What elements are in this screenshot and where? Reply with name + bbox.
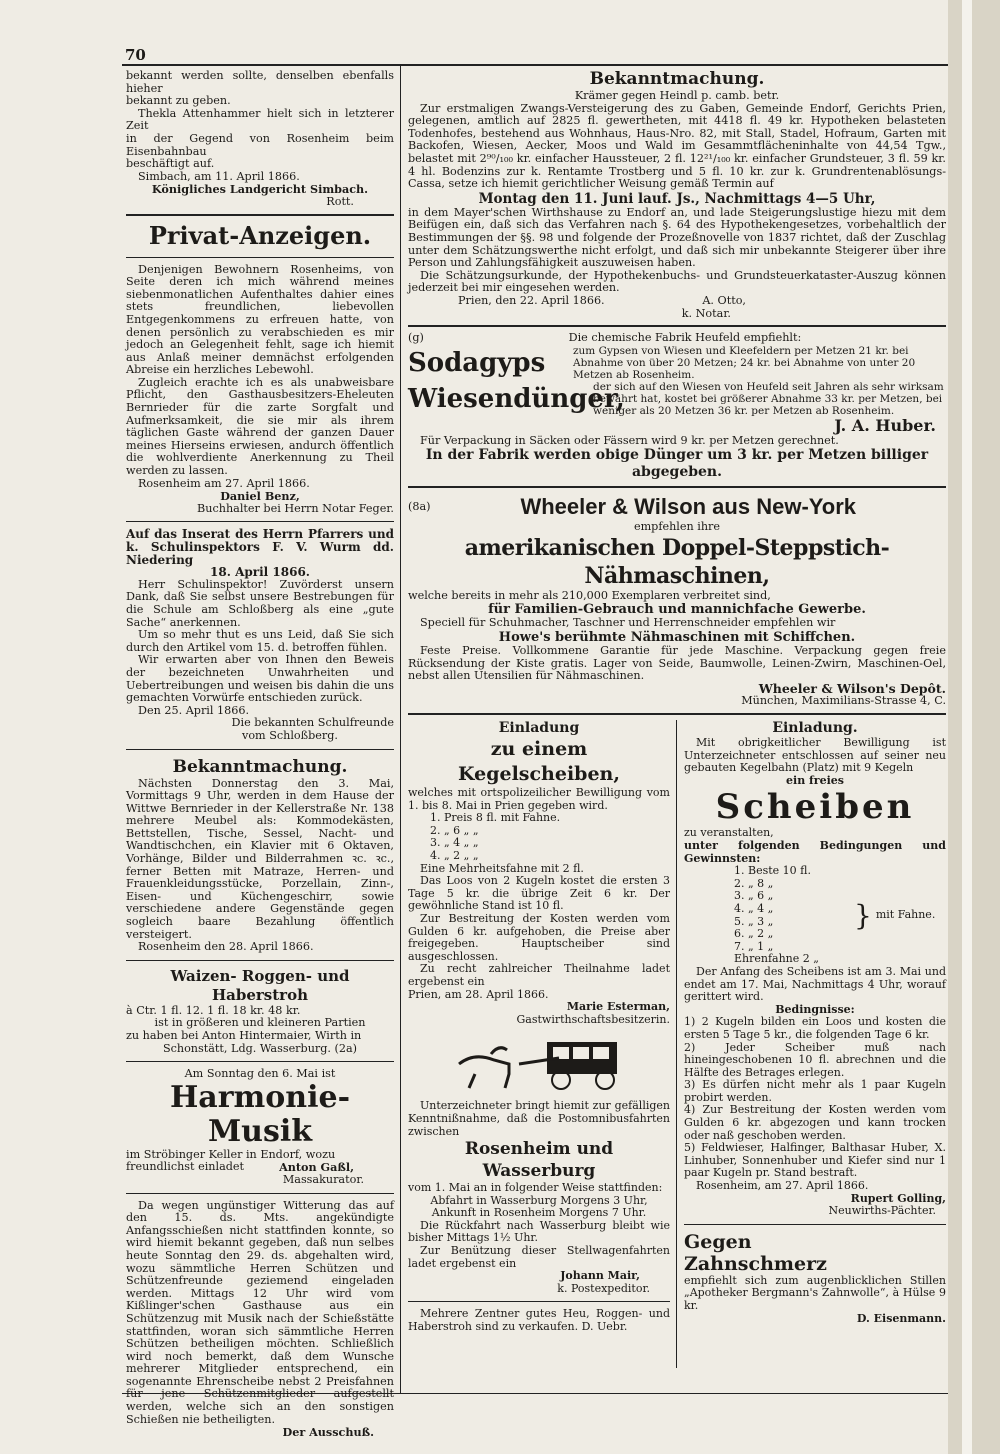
- condition-item: 1) 2 Kugeln bilden ein Loos und kosten die ersten 5 Tage 5 kr., die folgenden Tage 6 kr.: [684, 1015, 946, 1041]
- notice-date: Rosenheim am 27. April 1866.: [138, 476, 310, 490]
- notice-text: Herr Schulinspektor! Zuvörderst unsern Dank, daß Sie selbst unsere Bestrebungen für die Schule am Schloßberg als eine „gute Sache“ anerkennen.: [126, 577, 394, 629]
- ad-heading: Die chemische Fabrik Heufeld empfiehlt:: [568, 331, 802, 345]
- prize-line: 3. „ 6 „: [734, 889, 774, 903]
- condition-item: 5) Feldwieser, Halfinger, Balthasar Huber, X. Linhuber, Sonnenhuber und Kiefer sind nur 1 paar Kugeln pr. Stand bestraft.: [684, 1141, 946, 1180]
- text-line: beschäftigt auf.: [126, 157, 215, 171]
- notice-date: Den 25. April 1866.: [138, 703, 250, 717]
- section-title: Bekanntmachung.: [589, 69, 765, 89]
- prize-line: 3. „ 4 „ „: [430, 836, 479, 850]
- signature: Daniel Benz,: [220, 489, 300, 504]
- ad-text: Mehrere Zentner gutes Heu, Roggen- und Haberstroh sind zu verkaufen. D. Uebr.: [408, 1307, 670, 1334]
- ad-big-title: zu einem Kegelscheiben,: [458, 738, 620, 786]
- page-number: 70: [125, 46, 146, 64]
- ad-text: Schonstätt, Ldg. Wasserburg. (2a): [162, 1041, 358, 1055]
- product-name: Sodagyps: [408, 347, 546, 378]
- prize-line: 6. „ 2 „: [734, 927, 774, 941]
- signature: Rupert Golling,: [850, 1191, 946, 1205]
- court-name: Königliches Landgericht Simbach.: [151, 182, 369, 197]
- signature-role: Neuwirths-Pächter.: [828, 1204, 936, 1218]
- signature-role: k. Notar.: [681, 306, 731, 320]
- notice-text: Denjenigen Bewohnern Rosenheims, von Seite deren ich mich während meines siebenmonatlichen Aufenthaltes dahier eines stets freundlichen, liebevollen Entgegenkommens zu erfreuen hatte, von denen persönlich zu verabschieden es mir jedoch an Gelegenheit fehlt, sage ich hiemit aus Anlaß meiner demnächst erfolgenden Abreise ein herzliches Lebewohl.: [126, 262, 394, 377]
- signature: Die bekannten Schulfreunde: [231, 716, 394, 730]
- ad-tag: (8a): [408, 499, 431, 513]
- ad-title: Gegen Zahnschmerz: [684, 1230, 827, 1275]
- ad-text: Unterzeichneter bringt hiemit zur gefälligen Kenntnißnahme, daß die Postomnibusfahrten zwischen: [408, 1099, 670, 1138]
- ad-text: für Familien-Gebrauch und mannichfache Gewerbe.: [488, 602, 866, 618]
- condition-item: 2) Jeder Scheiber muß nach hineingeschobenen 10 fl. abrechnen und die Hälfte des Betrages erlegen.: [684, 1040, 946, 1079]
- signature: vom Schloßberg.: [242, 728, 338, 742]
- signature-role: k. Postexpeditor.: [557, 1281, 650, 1295]
- ad-text: zu haben bei Anton Hintermaier, Wirth in: [126, 1029, 362, 1042]
- ad-text: im Ströbinger Keller in Endorf, wozu: [126, 1147, 336, 1161]
- scheiben-ad: [684, 720, 946, 1325]
- auction-date: Montag den 11. Juni lauf. Js., Nachmittags 4—5 Uhr,: [478, 190, 876, 207]
- left-column: [126, 70, 394, 1439]
- stagecoach-icon: [439, 1034, 639, 1094]
- notice-text: Wir erwarten aber von Ihnen den Beweis der bezeichneten Unwahrheiten und Uebertreibungen und weisen bis dahin die uns gemachten Vorwürfe entschieden zurück.: [126, 653, 394, 705]
- notice-text: in dem Mayer'schen Wirthshause zu Endorf an, und lade Steigerungslustige hiezu mit dem Beifügen ein, daß sich das Verfahren nach §. 64 des Hypothekengesetzes, vorbehaltlich der Bestimmungen der §§. 98 und folgende der Prozeßnovelle von 1837 richtet, daß der Zuschlag unter dem Schätzungswerthe nicht erfolgt, und daß sich mir unbekannte Steigerer über ihre Person und Zahlungsfähigkeit auszuweisen haben.: [408, 205, 946, 270]
- ad-text: Eine Mehrheitsfahne mit 2 fl.: [420, 861, 584, 875]
- ad-text: Am Sonntag den 6. Mai ist: [184, 1067, 336, 1081]
- prize-line: 7. „ 1 „: [734, 939, 774, 953]
- notice-heading-date: 18. April 1866.: [210, 565, 310, 580]
- kegel-ad: [408, 720, 670, 1334]
- ad-text: Speciell für Schuhmacher, Taschner und Herrenschneider empfehlen wir: [420, 616, 836, 630]
- ad-title: Waizen- Roggen- und Haberstroh: [170, 966, 350, 1004]
- ad-title: Wheeler & Wilson aus New-York: [520, 494, 857, 520]
- prize-line: Ehrenfahne 2 „: [734, 952, 819, 966]
- notice-text: Die Schätzungsurkunde, der Hypothekenbuchs- und Grundsteuerkataster-Auszug können jederzeit bei mir eingesehen werden.: [408, 268, 946, 295]
- notice-text: Zur erstmaligen Zwangs-Versteigerung des zu Gaben, Gemeinde Endorf, Gerichts Prien, gelegenen, amtlich auf 2825 fl. gewertheten, mit 4418 fl. 49 kr. Hypotheken belasteten Todenhofes, bestehend aus Wohnhaus, Haus-Nro. 82, mit Stall, Stadel, Hofraum, Garten mit Backofen, Wiesen, Aecker, Moos und Wald im Gesammtflächeninhalte von 44,54 Tgw., belastet mit 2⁹⁰/₁₀₀ kr. einfacher Haussteuer, 2 fl. 12²¹/₁₀₀ kr. einfacher Grundsteuer, 3 fl. 59 kr. 4 hl. Bodenzins zur k. Rentamte Trostberg und 5 fl. 10 kr. zur k. Grundrentenablösungs-Cassa, setze ich hiemit gerichtlicher Weisung gemäß Termin auf: [408, 101, 946, 191]
- prize-line: 1. Beste 10 fl.: [734, 864, 811, 878]
- ad-text: vom 1. Mai an in folgender Weise stattfinden:: [408, 1181, 663, 1195]
- ad-text: Zur Bestreitung der Kosten werden vom Gulden 6 kr. aufgehoben, die Preise aber freigegeben. Hauptscheiber sind ausgeschlossen.: [408, 911, 670, 963]
- ad-subtitle: Bedingnisse:: [775, 1002, 855, 1016]
- ad-text: Mit obrigkeitlicher Bewilligung ist Unterzeichneter entschlossen auf seiner neu gebauten Kegelbahn (Platz) mit 9 Kegeln: [684, 736, 946, 775]
- signature-role: Gastwirthschaftsbesitzerin.: [516, 1012, 670, 1026]
- ad-text: welches mit ortspolizeilicher Bewilligung vom 1. bis 8. Mai in Prien gegeben wird.: [408, 786, 670, 812]
- right-column: [408, 64, 946, 1370]
- ad-prices: à Ctr. 1 fl. 12. 1 fl. 18 kr. 48 kr.: [126, 1003, 301, 1017]
- brace-icon: }: [854, 898, 872, 932]
- ad-text: Zur Benützung dieser Stellwagenfahrten ladet ergebenst ein: [408, 1244, 670, 1270]
- product-text: zum Gypsen von Wiesen und Kleefeldern per Metzen 21 kr. bei Abnahme von über 20 Metzen; 24 kr. bei Abnahme von unter 20 Metzen ab Rosenheim.: [573, 344, 916, 381]
- signature-role: Buchhalter bei Herrn Notar Feger.: [197, 501, 394, 515]
- ad-big-title: Scheiben: [715, 787, 915, 828]
- ad-tag: (g): [408, 331, 424, 345]
- ad-title: Einladung: [498, 720, 580, 737]
- notice-text: Da wegen ungünstiger Witterung das auf den 15. ds. Mts. angekündigte Anfangsschießen nicht stattfinden konnte, so wird hiemit bekannt gegeben, daß nun selbes heute Sonntag den 29. ds. abgehalten wird, wozu sämmtliche Herren Schützen und Schützenfreunde geziemend eingeladen werden. Mittags 12 Uhr wird vom Kißlinger'schen Gasthause aus ein Schützenzug mit Musik nach der Schießstätte stattfinden, woran sich sämmtliche Herren Schützen betheiligen möchten. Schließlich wird noch bemerkt, daß dem Wunsche mehrerer Mitglieder entsprechend, ein sogenannte Ehrenscheibe nebst 2 Preisfahnen für jene Schützenmitglieder aufgestellt werden, welche sich an den sonstigen Schießen nie betheiligten.: [126, 1198, 394, 1426]
- ad-text: ist in größeren und kleineren Partien: [154, 1016, 366, 1030]
- signature: D. Eisenmann.: [856, 1311, 946, 1325]
- section-title: Bekanntmachung.: [172, 756, 348, 777]
- notice-date: Rosenheim, am 27. April 1866.: [696, 1179, 869, 1193]
- ad-title: Einladung.: [772, 720, 858, 737]
- signature: Marie Esterman,: [566, 1000, 670, 1014]
- bottom-split: [408, 720, 946, 1370]
- ad-title: Harmonie-Musik: [169, 1079, 351, 1149]
- ad-text: unter folgenden Bedingungen und Gewinnsten:: [684, 839, 946, 865]
- ad-text: ein freies: [786, 773, 844, 787]
- prize-line: 5. „ 3 „: [734, 914, 774, 928]
- text-line: in der Gegend von Rosenheim beim Eisenbahnbau: [126, 131, 394, 158]
- text-line: Simbach, am 11. April 1866.: [138, 169, 300, 183]
- signature: Wheeler & Wilson's Depôt.: [758, 680, 946, 696]
- ad-text: Für Verpackung in Säcken oder Fässern wird 9 kr. per Metzen gerechnet.: [420, 433, 839, 447]
- ad-text: welche bereits in mehr als 210,000 Exemplaren verbreitet sind,: [408, 588, 771, 602]
- ad-text: Feste Preise. Vollkommene Garantie für jede Maschine. Verpackung gegen freie Rücksendung der Kiste gratis. Lager von Seide, Baumwolle, Leinen-Zwirn, Maschinen-Oel, nebst allen Utensilien für Nähmaschinen.: [408, 644, 946, 683]
- notice-text: Nächsten Donnerstag den 3. Mai, Vormittags 9 Uhr, werden in dem Hause der Wittwe Bernrieder in der Kellerstraße Nr. 138 mehrere Meubel als: Kommodekästen, Bettstellen, Tische, Sessel, Nacht- und Wandtischchen, ein Klavier mit 6 Oktaven, Vorhänge, Bilder und Bilderrahmen ꝛc. ꝛc., ferner Betten mit Matraze, Herren- und Frauenkleidungsstücke, Porzellain, Zinn-, Eisen- und Küchengeschirr, sowie verschiedene andere Gegenstände gegen sogleich baare Bezahlung öffentlich versteigert.: [126, 776, 394, 941]
- ad-text: freundlichst einladet: [126, 1160, 245, 1174]
- ad-text: Zu recht zahlreicher Theilnahme ladet ergebenst ein: [408, 962, 670, 988]
- prize-line: 4. „ 2 „ „: [430, 849, 479, 862]
- ad-big-title: Rosenheim und Wasserburg: [464, 1139, 614, 1182]
- condition-item: 4) Zur Bestreitung der Kosten werden vom Gulden 6 kr. abgezogen und kann trocken oder naß geschoben werden.: [684, 1103, 946, 1142]
- ad-text: Das Loos von 2 Kugeln kostet die ersten 3 Tage 5 kr. die übrige Zeit 6 kr. Der gewöhnliche Stand ist 10 fl.: [408, 874, 670, 913]
- condition-item: 3) Es dürfen nicht mehr als 1 paar Kugeln probirt werden.: [684, 1078, 946, 1104]
- text-line: bekannt zu geben.: [126, 94, 231, 108]
- section-title: Privat-Anzeigen.: [148, 220, 372, 250]
- ad-text: Ankunft in Rosenheim Morgens 7 Uhr.: [431, 1206, 647, 1220]
- ad-text: zu veranstalten,: [684, 826, 774, 840]
- notice-text: Zugleich erachte ich es als unabweisbare Pflicht, den Gasthausbesitzers-Eheleuten Bernrieder für die zarte Sorgfalt und Aufmerksamkeit, die sie mir als ihrem täglichen Gaste während der ganzen Dauer meines Hierseins erwiesen, andurch öffentlich die wohlverdiente Anerkennung zu Theil werden zu lassen.: [126, 375, 394, 478]
- ad-big-title: amerikanischen Doppel-Steppstich-Nähmaschinen,: [464, 534, 890, 589]
- column-divider: [400, 64, 401, 1394]
- prize-line: 2. „ 8 „: [734, 876, 774, 890]
- notice-heading: Auf das Inserat des Herrn Pfarrers und k. Schulinspektors F. V. Wurm dd. Niedering: [126, 527, 394, 567]
- product-name: Wiesendünger,: [408, 383, 625, 414]
- signature: Rott.: [326, 194, 354, 208]
- ad-text: Abfahrt in Wasserburg Morgens 3 Uhr,: [430, 1193, 648, 1207]
- prize-line: 4. „ 4 „: [734, 901, 774, 915]
- signature: Johann Mair,: [560, 1269, 640, 1283]
- ad-text: mit Fahne.: [875, 908, 936, 922]
- notice-date: Rosenheim den 28. April 1866.: [138, 940, 314, 954]
- notice-date: Prien, am 28. April 1866.: [408, 987, 549, 1001]
- prize-line: 2. „ 6 „ „: [430, 823, 479, 837]
- page-edge-scan: [948, 0, 1000, 1454]
- ad-highlight: In der Fabrik werden obige Dünger um 3 kr. per Metzen billiger abgegeben.: [425, 447, 929, 481]
- signature-role: Massakurator.: [282, 1172, 364, 1186]
- ad-text: empfehlen ihre: [633, 520, 721, 534]
- signature: A. Otto,: [702, 293, 746, 307]
- prize-line: 1. Preis 8 fl. mit Fahne.: [430, 811, 561, 825]
- address: München, Maximilians-Strasse 4, C.: [741, 694, 946, 708]
- text-line: bekannt werden sollte, denselben ebenfalls hieher: [126, 69, 394, 95]
- signature: Der Ausschuß.: [282, 1425, 374, 1440]
- ad-text: empfiehlt sich zum augenblicklichen Stillen „Apotheker Bergmann's Zahnwolle“, à Hülse 9 kr.: [684, 1273, 946, 1312]
- notice-subtitle: Krämer gegen Heindl p. camb. betr.: [574, 89, 780, 102]
- notice-date: Prien, den 22. April 1866.: [458, 293, 605, 307]
- notice-text: Um so mehr thut es uns Leid, daß Sie sich durch den Artikel vom 15. d. betroffen fühlen.: [126, 628, 394, 654]
- signature: J. A. Huber.: [834, 415, 936, 435]
- text-line: Thekla Attenhammer hielt sich in letzterer Zeit: [126, 106, 394, 133]
- ad-text: Der Anfang des Scheibens ist am 3. Mai und endet am 17. Mai, Nachmittags 4 Uhr, worauf gerittert wird.: [684, 964, 946, 1004]
- product-text: der sich auf den Wiesen von Heufeld seit Jahren als sehr wirksam bewährt hat, kostet bei größerer Abnahme 33 kr. per Metzen, bei weniger als 20 Metzen 36 kr. per Metzen ab Rosenheim.: [593, 380, 944, 417]
- ad-text: Die Rückfahrt nach Wasserburg bleibt wie bisher Mittags 1½ Uhr.: [408, 1218, 670, 1245]
- signature: Anton Gaßl,: [279, 1160, 354, 1175]
- ad-text: Howe's berühmte Nähmaschinen mit Schiffchen.: [498, 630, 856, 646]
